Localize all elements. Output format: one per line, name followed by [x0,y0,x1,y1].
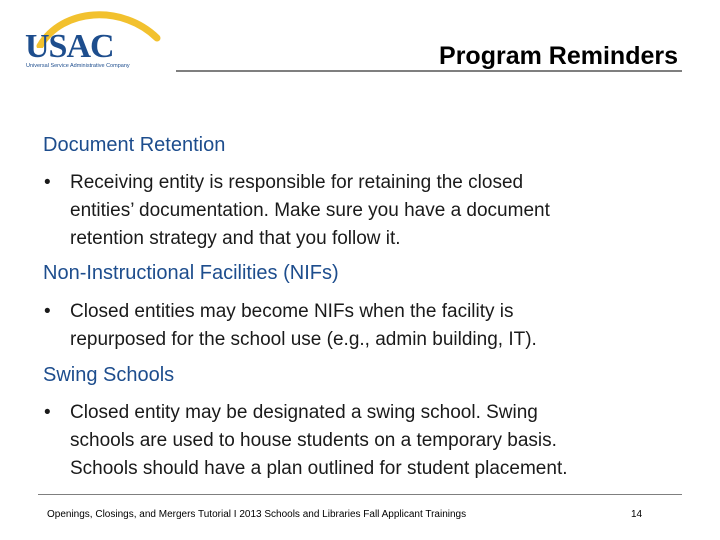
slide-title: Program Reminders [439,42,678,70]
logo-tagline: Universal Service Administrative Company [26,63,130,69]
bullet-icon: • [44,301,51,322]
bullet-line: repurposed for the school use (e.g., admin building, IT). [70,329,537,350]
usac-logo [22,8,162,70]
logo-wordmark: USAC [25,28,114,65]
bullet-icon: • [44,172,51,193]
footer-text: Openings, Closings, and Mergers Tutorial I 2013 Schools and Libraries Fall Applicant Trainings [47,509,467,520]
bullet-document-retention [44,169,684,253]
bullet-line: Receiving entity is responsible for retaining the closed [70,172,524,193]
bullet-line: schools are used to house students on a temporary basis. [70,430,557,451]
section-heading-document-retention: Document Retention [43,134,226,156]
bullet-line: retention strategy and that you follow it. [70,228,401,249]
section-heading-swing-schools: Swing Schools [43,364,175,386]
bullet-icon: • [44,402,51,423]
title-divider [176,70,682,72]
bullet-nifs [44,298,684,354]
footer-divider [38,494,682,495]
bullet-swing-schools [44,399,684,483]
bullet-line: Closed entities may become NIFs when the facility is [70,301,514,322]
bullet-line: Schools should have a plan outlined for student placement. [70,458,568,479]
bullet-line: Closed entity may be designated a swing school. Swing [70,402,538,423]
section-heading-nifs: Non-Instructional Facilities (NIFs) [43,262,339,284]
bullet-line: entities’ documentation. Make sure you have a document [70,200,550,221]
page-number: 14 [631,509,643,520]
